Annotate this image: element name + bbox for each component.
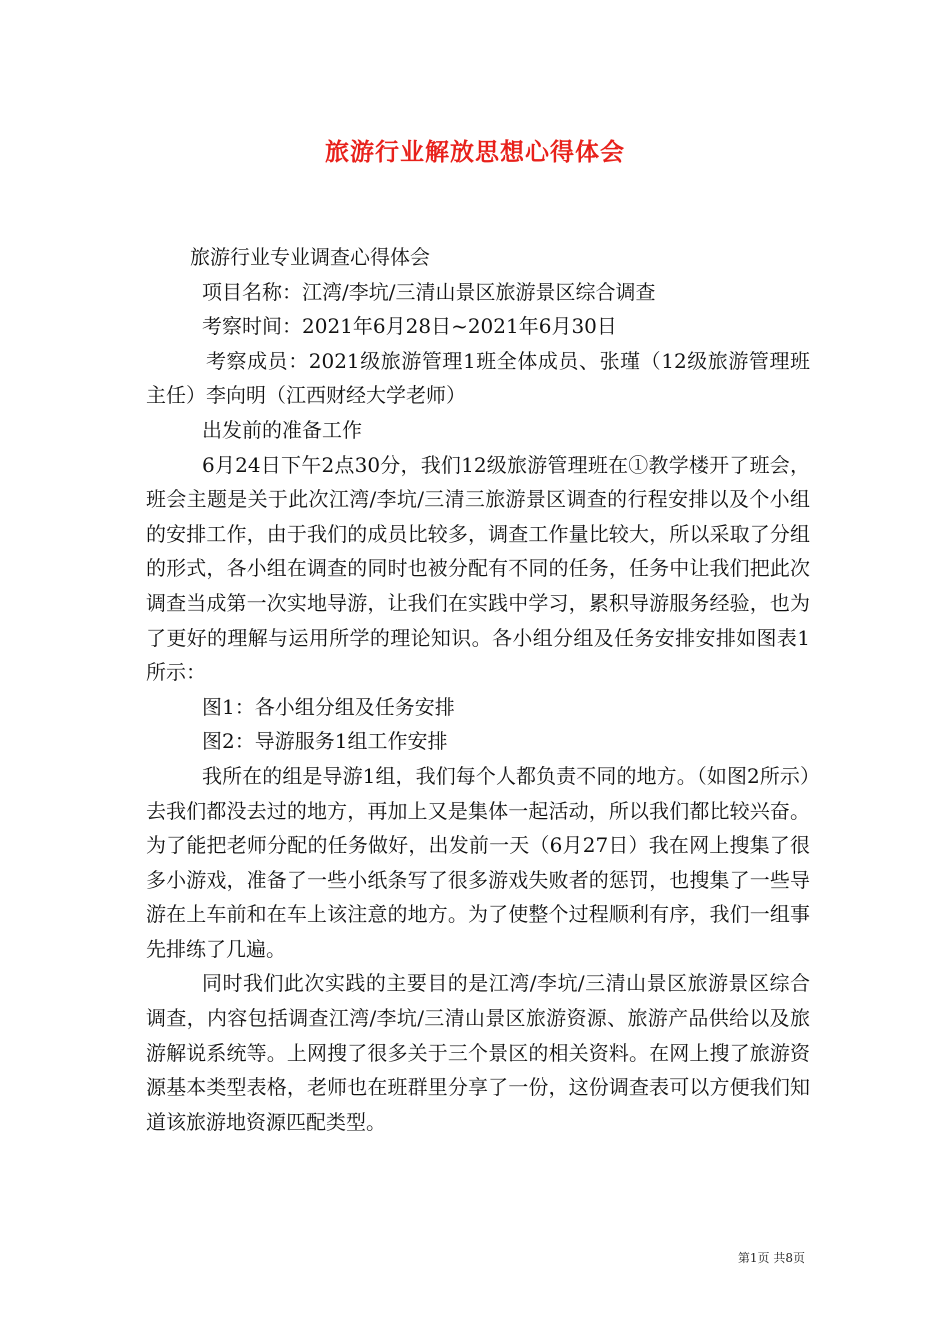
paragraph-heading: 旅游行业专业调查心得体会 xyxy=(190,245,430,269)
paragraph-guide-group: 我所在的组是导游1组，我们每个人都负责不同的地方。（如图2所示）去我们都没去过的地方，再加上又是集体一起活动，所以我们都比较兴奋。为了能把老师分配的任务做好，出发前一天（6月27日）我在网上搜集了很多小游戏，准备了一些小纸条写了很多游戏失败者的惩罚，也搜集了一些导游在上车前和在车上该注意的地方。为了使整个过程顺利有序，我们一组事先排练了几遍。 xyxy=(146,763,810,961)
page-number-footer: 第1页 共8页 xyxy=(737,1251,805,1265)
paragraph-class-meeting: 6月24日下午2点30分，我们12级旅游管理班在①教学楼开了班会，班会主题是关于此次江湾/李坑/三清三旅游景区调查的行程安排以及个小组的安排工作，由于我们的成员比较多，调查工作量比较大，所以采取了分组的形式，各小组在调查的同时也被分配有不同的任务，任务中让我们把此次调查当成第一次实地导游，让我们在实践中学习，累积导游服务经验，也为了更好的理解与运用所学的理论知识。各小组分组及任务安排安排如图表1所示： xyxy=(146,452,810,685)
paragraph-members: 考察成员：2021级旅游管理1班全体成员、张瑾（12级旅游管理班主任）李向明（江西财经大学老师） xyxy=(146,348,810,408)
paragraph-preparation-heading: 出发前的准备工作 xyxy=(202,417,362,442)
document-title: 旅游行业解放思想心得体会 xyxy=(325,137,625,166)
paragraph-purpose: 同时我们此次实践的主要目的是江湾/李坑/三清山景区旅游景区综合调查，内容包括调查江湾/李坑/三清山景区旅游资源、旅游产品供给以及旅游解说系统等。上网搜了很多关于三个景区的相关资料。在网上搜了旅游资源基本类型表格，老师也在班群里分享了一份，这份调查表可以方便我们知道该旅游地资源匹配类型。 xyxy=(146,971,810,1134)
document-body xyxy=(146,240,810,1139)
paragraph-figure-2-caption: 图2：导游服务1组工作安排 xyxy=(202,729,448,754)
paragraph-survey-time: 考察时间：2021年6月28日~2021年6月30日 xyxy=(202,314,617,339)
paragraph-figure-1-caption: 图1：各小组分组及任务安排 xyxy=(202,694,455,719)
paragraph-project-name: 项目名称：江湾/李坑/三清山景区旅游景区综合调查 xyxy=(202,279,656,304)
